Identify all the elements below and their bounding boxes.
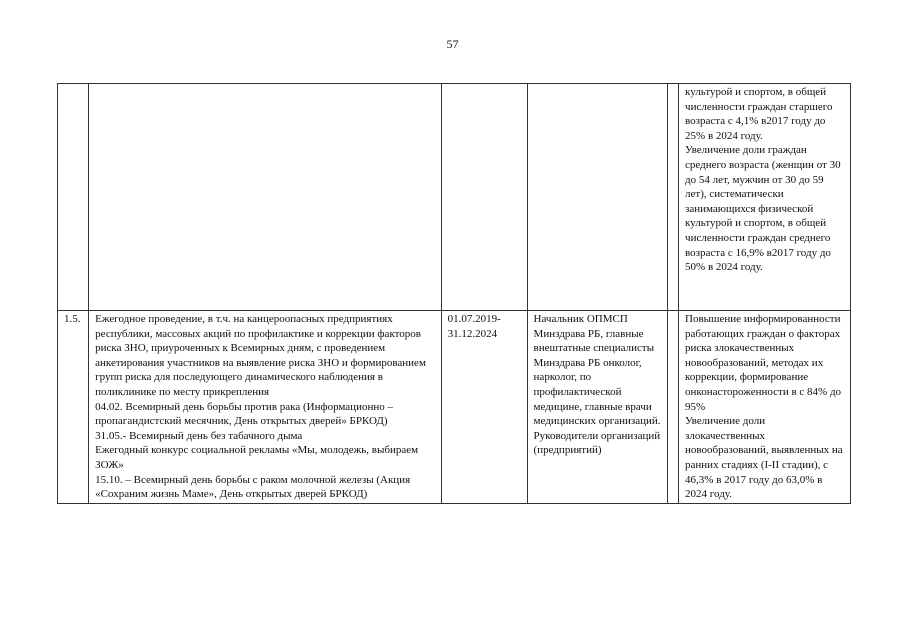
result-cell	[679, 84, 851, 311]
empty-cell	[668, 84, 679, 311]
result-paragraph: культурой и спортом, в общей численности граждан старшего возраста с 4,1% в2017 году до 25% в 2024 году.	[685, 86, 833, 142]
result-paragraph: Повышение информированности работающих граждан о факторах риска злокачественных новообразований, методах их коррекции, формирование онконастороженности в с 84% до 95%	[685, 313, 842, 413]
page-number: 57	[446, 37, 459, 51]
measures-table	[57, 83, 851, 504]
table-row	[58, 84, 851, 311]
description-cell	[89, 84, 441, 311]
period-cell: 01.07.2019-31.12.2024	[441, 311, 527, 504]
description-paragraph: 31.05.- Всемирный день без табачного дыма	[95, 429, 303, 442]
responsible-cell: Начальник ОПМСП Минздрава РБ, главные внештатные специалисты Минздрава РБ онколог, нарколог, по профилактической медицине, главные врачи медицинских организаций. Руководители организаций (предприятий)	[527, 311, 668, 504]
description-paragraph: 04.02. Всемирный день борьбы против рака (Информационно – пропагандистский месячник, День открытых дверей» БРКОД)	[95, 400, 393, 428]
description-cell	[89, 311, 441, 504]
empty-cell	[668, 311, 679, 504]
result-cell	[679, 311, 851, 504]
row-number-cell: 1.5.	[58, 311, 89, 504]
row-number-cell	[58, 84, 89, 311]
responsible-cell	[527, 84, 668, 311]
table-row	[58, 311, 851, 504]
description-paragraph: Ежегодное проведение, в т.ч. на канцероопасных предприятиях республики, массовых акций по профилактике и коррекции факторов риска ЗНО, приуроченных к Всемирных дням, с проведением анкетирования участников на выявление риска ЗНО и формированием групп риска для последующего динамического наблюдения в поликлинике по месту прикрепления	[95, 313, 426, 398]
description-paragraph: Ежегодный конкурс социальной рекламы «Мы, молодежь, выбираем ЗОЖ»	[95, 444, 419, 471]
period-cell	[441, 84, 527, 311]
result-paragraph: Увеличение доли граждан среднего возраста (женщин от 30 до 54 лет, мужчин от 30 до 59 лет), систематически занимающихся физической культурой и спортом, в общей численности граждан среднего возраста с 16,9% в2017 году до 50% в 2024 году.	[685, 144, 841, 274]
result-paragraph: Увеличение доли злокачественных новообразований, выявленных на ранних стадиях (I-II стадии), с 46,3% в 2017 году до 63,0% в 2024 году.	[685, 415, 843, 501]
description-paragraph: 15.10. – Всемирный день борьбы с раком молочной железы (Акция «Сохраним жизнь Маме», День открытых дверей БРКОД)	[95, 473, 411, 501]
